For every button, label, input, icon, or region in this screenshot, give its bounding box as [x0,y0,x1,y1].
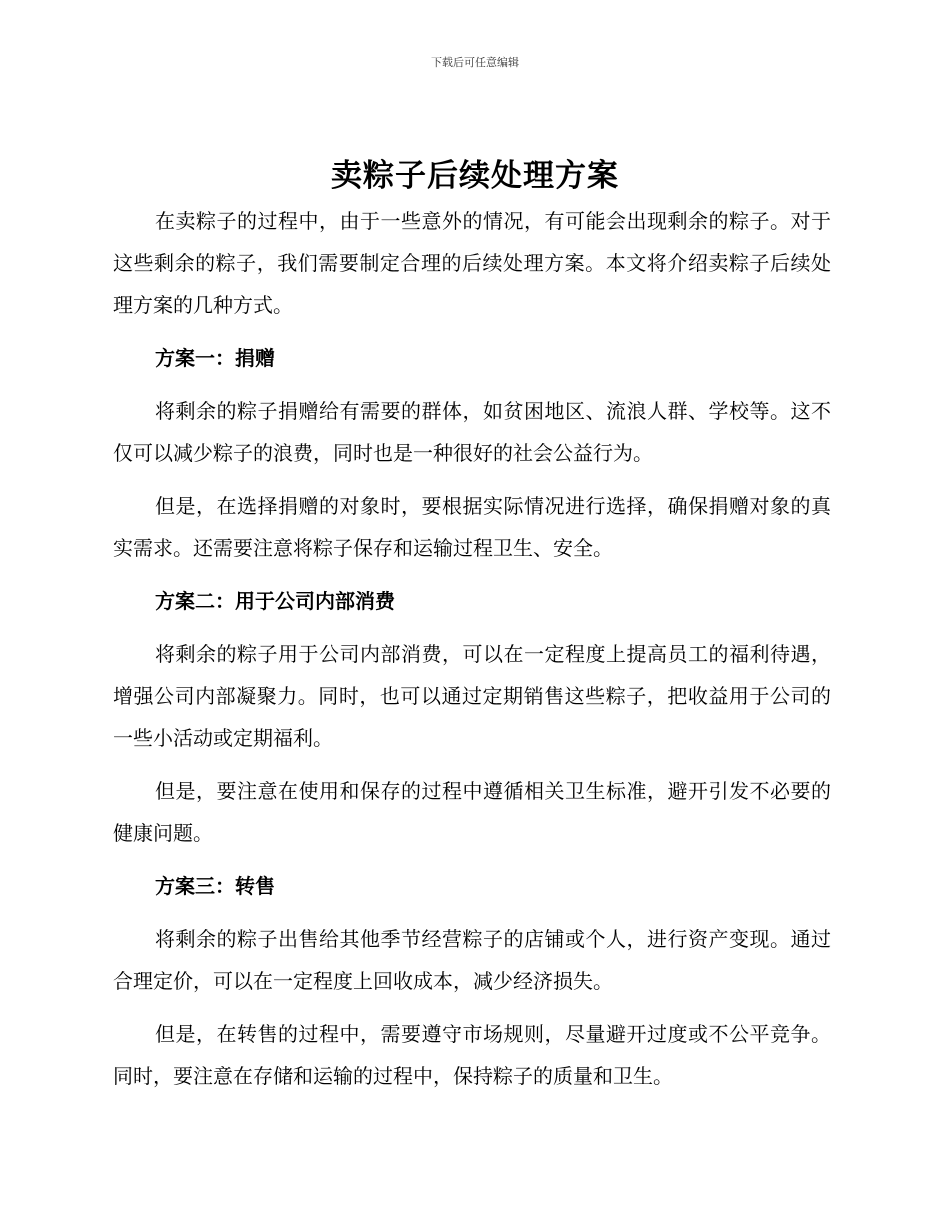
plan1-paragraph-2: 但是，在选择捐赠的对象时，要根据实际情况进行选择，确保捐赠对象的真实需求。还需要注意将粽子保存和运输过程卫生、安全。 [113,494,831,560]
plan3-paragraph-1: 将剩余的粽子出售给其他季节经营粽子的店铺或个人，进行资产变现。通过合理定价，可以在一定程度上回收成本，减少经济损失。 [113,927,831,993]
plan2-paragraph-2: 但是，要注意在使用和保存的过程中遵循相关卫生标准，避开引发不必要的健康问题。 [113,779,831,845]
plan3-paragraph-2: 但是，在转售的过程中，需要遵守市场规则，尽量避开过度或不公平竞争。同时，要注意在存储和运输的过程中，保持粽子的质量和卫生。 [113,1022,831,1088]
intro-paragraph: 在卖粽子的过程中，由于一些意外的情况，有可能会出现剩余的粽子。对于这些剩余的粽子，我们需要制定合理的后续处理方案。本文将介绍卖粽子后续处理方案的几种方式。 [113,209,831,317]
document-body [113,200,831,1108]
plan1-heading: 方案一：捐赠 [155,346,275,370]
plan3-heading: 方案三：转售 [155,874,275,898]
plan2-paragraph-1: 将剩余的粽子用于公司内部消费，可以在一定程度上提高员工的福利待遇，增强公司内部凝聚力。同时，也可以通过定期销售这些粽子，把收益用于公司的一些小活动或定期福利。 [113,642,831,750]
document-title: 卖粽子后续处理方案 [331,158,619,194]
header-note: 下载后可任意编辑 [431,56,519,69]
plan1-paragraph-1: 将剩余的粽子捐赠给有需要的群体，如贫困地区、流浪人群、学校等。这不仅可以减少粽子的浪费，同时也是一种很好的社会公益行为。 [113,399,831,465]
plan2-heading: 方案二：用于公司内部消费 [155,589,395,613]
